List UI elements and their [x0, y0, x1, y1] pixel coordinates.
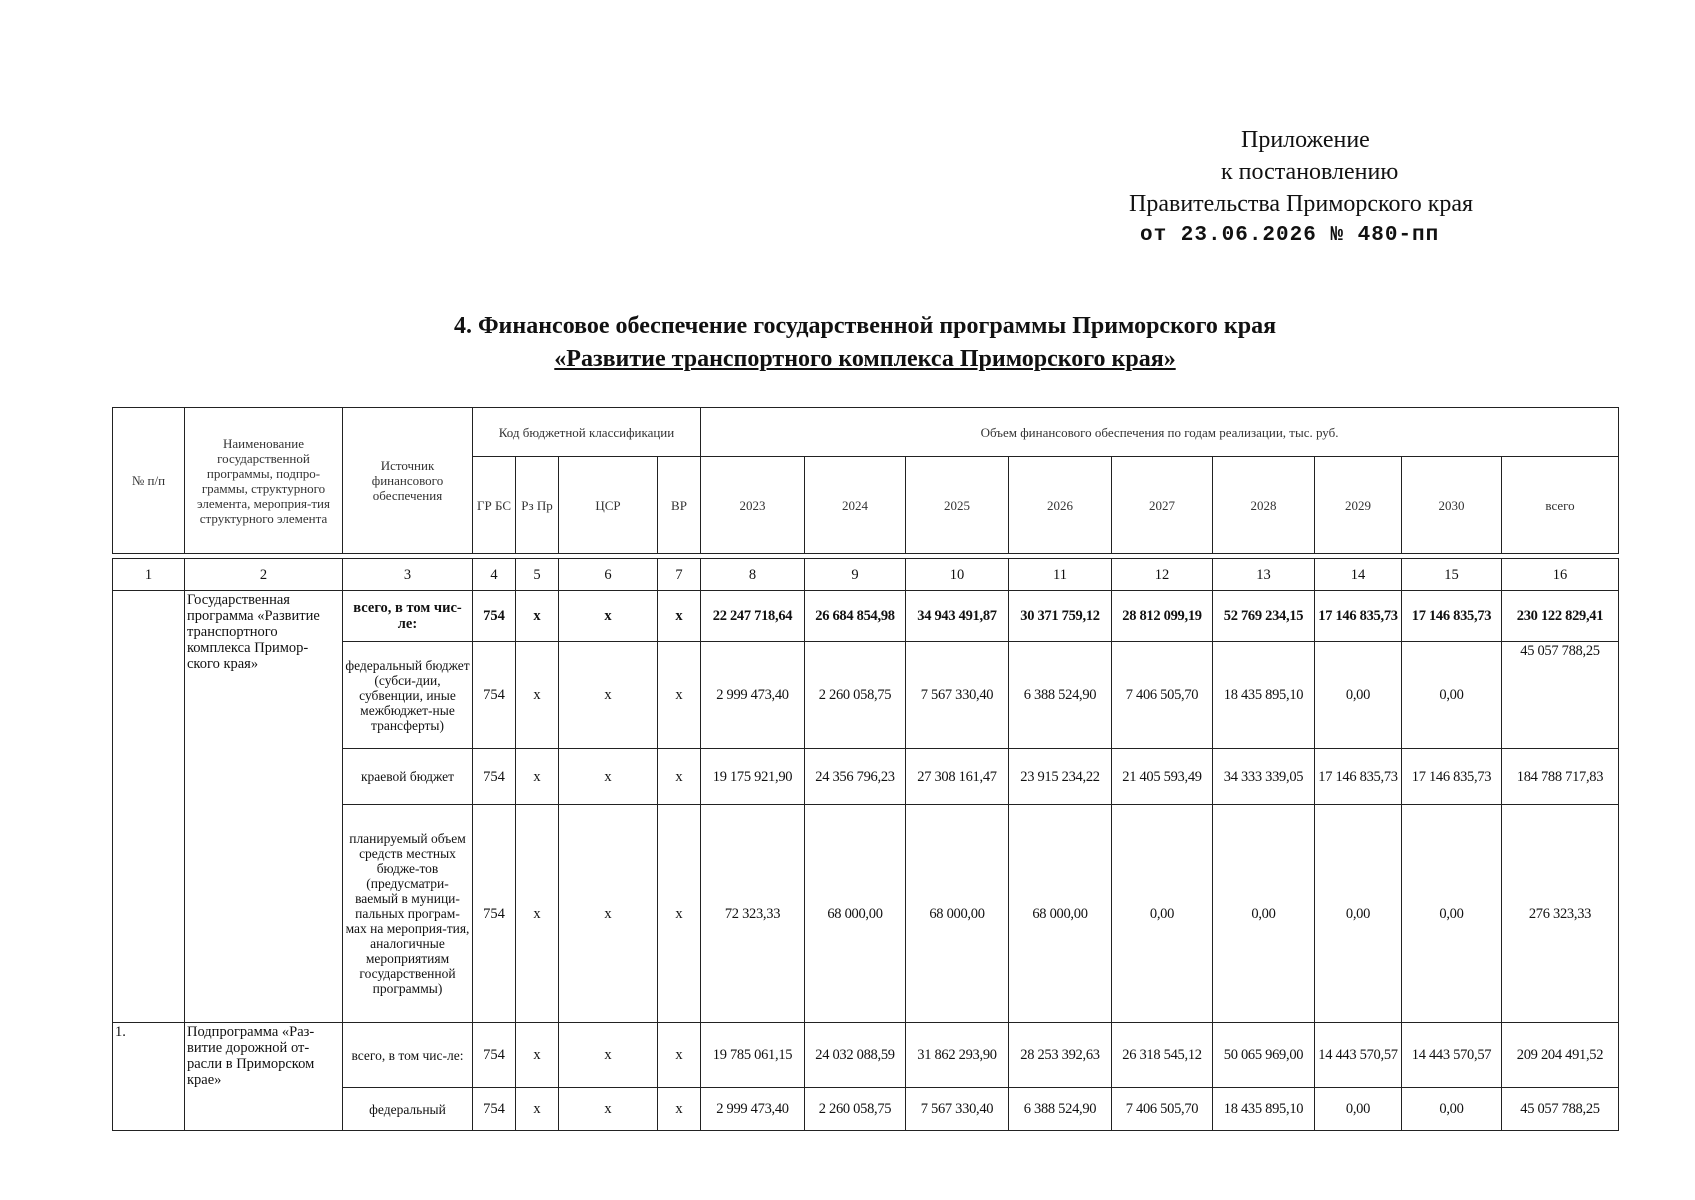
value-cell: 17 146 835,73: [1402, 591, 1502, 642]
vr-cell: х: [658, 642, 701, 749]
value-cell: 72 323,33: [701, 805, 805, 1023]
rzpr-cell: х: [516, 749, 559, 805]
value-cell: 28 253 392,63: [1009, 1023, 1112, 1088]
value-cell: 17 146 835,73: [1402, 749, 1502, 805]
value-cell: 7 567 330,40: [906, 1088, 1009, 1131]
total-cell: 230 122 829,41: [1502, 591, 1619, 642]
document-title: [0, 310, 1695, 376]
header-total: всего: [1502, 457, 1619, 554]
col-number: 6: [559, 559, 658, 591]
col-number: 1: [113, 559, 185, 591]
value-cell: 2 260 058,75: [805, 1088, 906, 1131]
col-number: 13: [1213, 559, 1315, 591]
value-cell: 0,00: [1402, 1088, 1502, 1131]
header-source: Источник финансового обеспечения: [343, 408, 473, 554]
col-number: 4: [473, 559, 516, 591]
value-cell: 68 000,00: [906, 805, 1009, 1023]
value-cell: 21 405 593,49: [1112, 749, 1213, 805]
col-number: 8: [701, 559, 805, 591]
value-cell: 24 356 796,23: [805, 749, 906, 805]
header-year-2026: 2026: [1009, 457, 1112, 554]
header-year-2027: 2027: [1112, 457, 1213, 554]
value-cell: 0,00: [1315, 805, 1402, 1023]
value-cell: 0,00: [1402, 805, 1502, 1023]
value-cell: 26 684 854,98: [805, 591, 906, 642]
value-cell: 17 146 835,73: [1315, 591, 1402, 642]
col-number: 10: [906, 559, 1009, 591]
value-cell: 19 785 061,15: [701, 1023, 805, 1088]
total-cell: 45 057 788,25: [1502, 1088, 1619, 1131]
total-cell: 276 323,33: [1502, 805, 1619, 1023]
csr-cell: х: [559, 591, 658, 642]
header-name: Наименование государственной программы, подпро-граммы, структурного элемента, мероприя-тия структурного элемента: [185, 408, 343, 554]
header-year-2029: 2029: [1315, 457, 1402, 554]
value-cell: 68 000,00: [805, 805, 906, 1023]
value-cell: 0,00: [1402, 642, 1502, 749]
value-cell: 7 406 505,70: [1112, 642, 1213, 749]
csr-cell: х: [559, 749, 658, 805]
value-cell: 50 065 969,00: [1213, 1023, 1315, 1088]
source-cell: всего, в том чис-ле:: [343, 591, 473, 642]
header-rzpr: Рз Пр: [516, 457, 559, 554]
col-number: 12: [1112, 559, 1213, 591]
col-number: 3: [343, 559, 473, 591]
col-number: 15: [1402, 559, 1502, 591]
header-csr: ЦСР: [559, 457, 658, 554]
value-cell: 24 032 088,59: [805, 1023, 906, 1088]
header-year-2028: 2028: [1213, 457, 1315, 554]
grbs-cell: 754: [473, 642, 516, 749]
rzpr-cell: х: [516, 805, 559, 1023]
rzpr-cell: х: [516, 1088, 559, 1131]
grbs-cell: 754: [473, 591, 516, 642]
header-num: № п/п: [113, 408, 185, 554]
value-cell: 7 567 330,40: [906, 642, 1009, 749]
csr-cell: х: [559, 805, 658, 1023]
vr-cell: х: [658, 1088, 701, 1131]
value-cell: 18 435 895,10: [1213, 1088, 1315, 1131]
value-cell: 31 862 293,90: [906, 1023, 1009, 1088]
vr-cell: х: [658, 591, 701, 642]
col-number: 11: [1009, 559, 1112, 591]
header-kbk: Код бюджетной классификации: [473, 408, 701, 457]
value-cell: 6 388 524,90: [1009, 1088, 1112, 1131]
header-vr: ВР: [658, 457, 701, 554]
source-cell: краевой бюджет: [343, 749, 473, 805]
vr-cell: х: [658, 805, 701, 1023]
appendix-line-2: к постановлению: [1221, 159, 1399, 185]
appendix-line-3: Правительства Приморского края: [1129, 191, 1474, 217]
col-number: 14: [1315, 559, 1402, 591]
col-number: 9: [805, 559, 906, 591]
column-number-row: [113, 559, 1619, 591]
header-grbs: ГР БС: [473, 457, 516, 554]
program-name: Государственная программа «Развитие транспортного комплекса Примор-ского края»: [185, 591, 343, 1023]
header-year-2024: 2024: [805, 457, 906, 554]
appendix-date-number: от 23.06.2026 № 480-пп: [1140, 224, 1440, 247]
grbs-cell: 754: [473, 749, 516, 805]
source-cell: всего, в том чис-ле:: [343, 1023, 473, 1088]
value-cell: 14 443 570,57: [1315, 1023, 1402, 1088]
value-cell: 22 247 718,64: [701, 591, 805, 642]
value-cell: 30 371 759,12: [1009, 591, 1112, 642]
value-cell: 14 443 570,57: [1402, 1023, 1502, 1088]
value-cell: 0,00: [1315, 642, 1402, 749]
header-year-2025: 2025: [906, 457, 1009, 554]
value-cell: 2 999 473,40: [701, 1088, 805, 1131]
rzpr-cell: х: [516, 642, 559, 749]
source-cell: федеральный бюджет (субси-дии, субвенции, иные межбюджет-ные трансферты): [343, 642, 473, 749]
total-cell: 209 204 491,52: [1502, 1023, 1619, 1088]
rzpr-cell: х: [516, 1023, 559, 1088]
csr-cell: х: [559, 1023, 658, 1088]
value-cell: 18 435 895,10: [1213, 642, 1315, 749]
row-num: [113, 591, 185, 1023]
value-cell: 26 318 545,12: [1112, 1023, 1213, 1088]
appendix-block: [1120, 124, 1560, 252]
appendix-line-1: Приложение: [1241, 127, 1370, 153]
col-number: 16: [1502, 559, 1619, 591]
grbs-cell: 754: [473, 805, 516, 1023]
value-cell: 0,00: [1315, 1088, 1402, 1131]
col-number: 2: [185, 559, 343, 591]
value-cell: 0,00: [1112, 805, 1213, 1023]
value-cell: 19 175 921,90: [701, 749, 805, 805]
source-cell: планируемый объем средств местных бюдже-тов (предусматри-ваемый в муници-пальных програм-мах на мероприя-тия, аналогичные мероприятиям государственной программы): [343, 805, 473, 1023]
rzpr-cell: х: [516, 591, 559, 642]
value-cell: 2 260 058,75: [805, 642, 906, 749]
value-cell: 68 000,00: [1009, 805, 1112, 1023]
value-cell: 0,00: [1213, 805, 1315, 1023]
total-cell: 45 057 788,25: [1502, 642, 1619, 749]
grbs-cell: 754: [473, 1088, 516, 1131]
vr-cell: х: [658, 749, 701, 805]
title-line-2: «Развитие транспортного комплекса Приморского края»: [554, 346, 1176, 372]
table-row: [113, 1023, 1619, 1088]
grbs-cell: 754: [473, 1023, 516, 1088]
title-line-1: 4. Финансовое обеспечение государственной программы Приморского края: [453, 313, 1277, 339]
table-body: [112, 558, 1619, 1131]
value-cell: 6 388 524,90: [1009, 642, 1112, 749]
value-cell: 28 812 099,19: [1112, 591, 1213, 642]
row-num: 1.: [113, 1023, 185, 1131]
vr-cell: х: [658, 1023, 701, 1088]
value-cell: 17 146 835,73: [1315, 749, 1402, 805]
table-row: [113, 591, 1619, 642]
header-year-2023: 2023: [701, 457, 805, 554]
csr-cell: х: [559, 642, 658, 749]
table-header: [112, 407, 1619, 554]
value-cell: 27 308 161,47: [906, 749, 1009, 805]
subprogram-name: Подпрограмма «Раз-витие дорожной от-расли в Приморском крае»: [185, 1023, 343, 1131]
value-cell: 34 943 491,87: [906, 591, 1009, 642]
source-cell: федеральный: [343, 1088, 473, 1131]
value-cell: 7 406 505,70: [1112, 1088, 1213, 1131]
value-cell: 34 333 339,05: [1213, 749, 1315, 805]
header-volume: Объем финансового обеспечения по годам реализации, тыс. руб.: [701, 408, 1619, 457]
total-cell: 184 788 717,83: [1502, 749, 1619, 805]
value-cell: 23 915 234,22: [1009, 749, 1112, 805]
value-cell: 52 769 234,15: [1213, 591, 1315, 642]
col-number: 5: [516, 559, 559, 591]
value-cell: 2 999 473,40: [701, 642, 805, 749]
csr-cell: х: [559, 1088, 658, 1131]
header-year-2030: 2030: [1402, 457, 1502, 554]
col-number: 7: [658, 559, 701, 591]
